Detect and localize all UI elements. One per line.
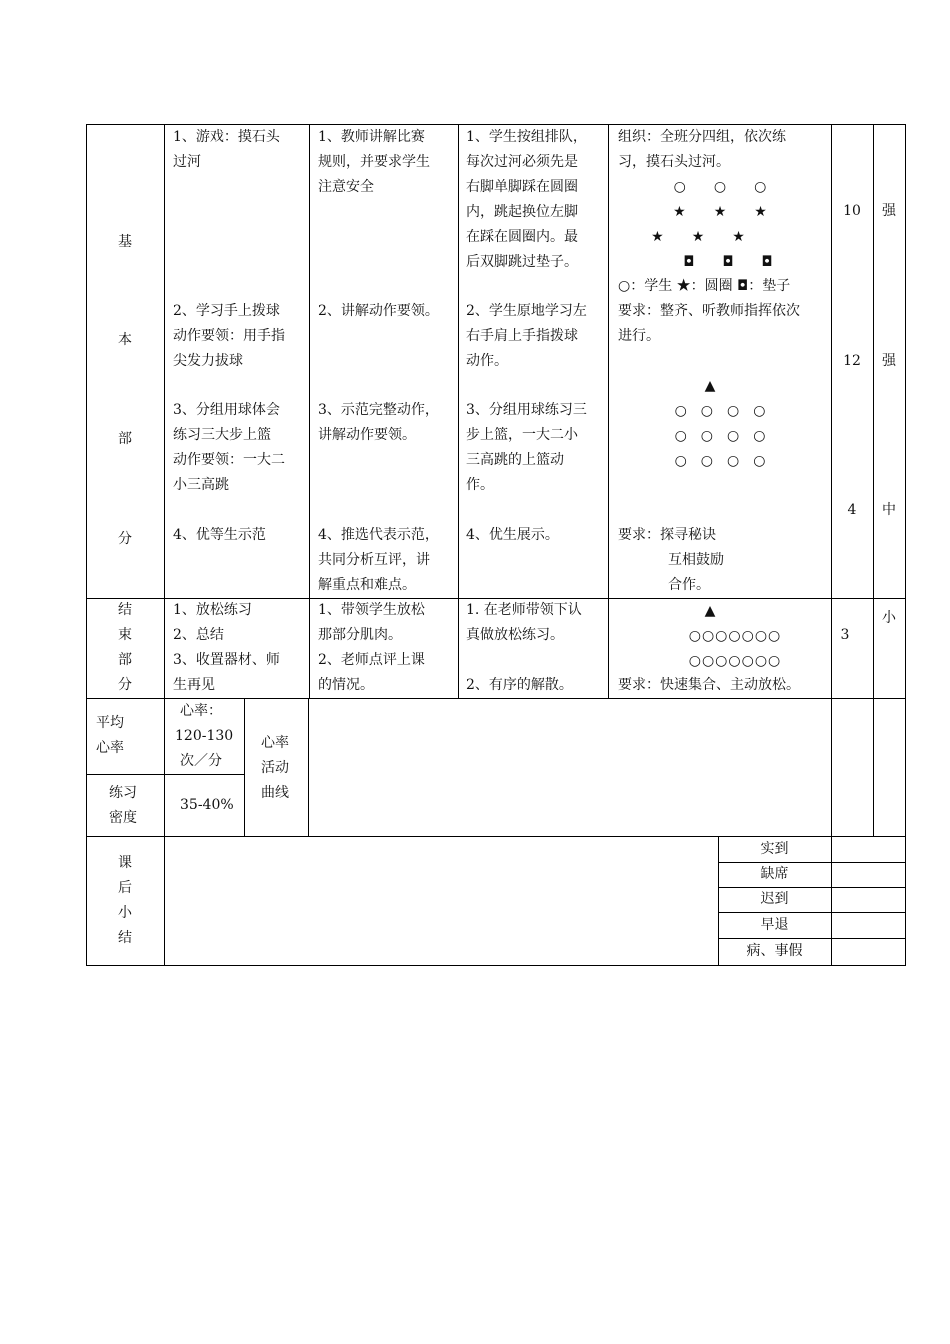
time-value: 3	[840, 627, 850, 643]
avg-hr-label: 心率	[96, 740, 124, 756]
student-line: 2、学生原地学习左	[466, 303, 587, 319]
student-line: 4、优生展示。	[466, 527, 559, 543]
student-circle-icon: ○ ○ ○	[673, 179, 767, 195]
hr-value: 120-130	[175, 728, 234, 744]
org-requirement: 互相鼓励	[668, 552, 724, 568]
student-line: 动作。	[466, 353, 508, 369]
content-line: 过河	[173, 154, 201, 170]
org-requirement: 要求：快速集合、主动放松。	[618, 677, 800, 693]
content-line: 2、学习手上拨球	[173, 303, 280, 319]
intensity-value: 强	[882, 353, 896, 369]
student-row-icon: ○○○○○○○	[688, 628, 782, 644]
summary-char: 课	[118, 855, 132, 871]
student-row-icon: ○ ○ ○ ○	[674, 403, 766, 419]
student-line: 2、有序的解散。	[466, 677, 573, 693]
density-value: 35-40%	[180, 797, 234, 813]
content-line: 2、总结	[173, 627, 224, 643]
content-line: 1、游戏：摸石头	[173, 129, 280, 145]
student-line: 作。	[466, 477, 494, 493]
content-line: 4、优等生示范	[173, 527, 266, 543]
diagram-legend: ○：学生 ★：圆圈 ◘：垫子	[618, 278, 791, 294]
hoop-star-icon: ★ ★ ★	[651, 229, 745, 245]
student-line: 每次过河必须先是	[466, 154, 578, 170]
summary-char: 结	[118, 930, 132, 946]
hr-value: 心率：	[180, 703, 222, 719]
teacher-line: 4、推选代表示范，	[318, 527, 439, 543]
content-line: 生再见	[173, 677, 215, 693]
student-line: 真做放松练习。	[466, 627, 564, 643]
density-label: 练习	[109, 785, 137, 801]
section-char: 分	[118, 531, 132, 547]
teacher-triangle-icon: ▲	[704, 378, 716, 394]
student-line: 3、分组用球练习三	[466, 402, 587, 418]
time-value: 4	[847, 502, 857, 518]
student-row-icon: ○○○○○○○	[688, 653, 782, 669]
org-line: 组织：全班分四组，依次练	[618, 129, 786, 145]
attendance-label: 病、事假	[746, 943, 803, 959]
attendance-label: 实到	[760, 841, 789, 857]
content-line: 3、分组用球体会	[173, 402, 280, 418]
attendance-label: 早退	[760, 917, 789, 933]
content-line: 1、放松练习	[173, 602, 252, 618]
curve-label: 曲线	[261, 785, 289, 801]
teacher-line: 2、讲解动作要领。	[318, 303, 439, 319]
student-line: 右手肩上手指拨球	[466, 328, 578, 344]
section-char: 分	[118, 677, 132, 693]
avg-hr-label: 平均	[96, 715, 124, 731]
org-requirement: 要求：整齐、听教师指挥依次	[618, 303, 800, 319]
content-line: 小三高跳	[173, 477, 229, 493]
density-label: 密度	[109, 810, 137, 826]
student-line: 后双脚跳过垫子。	[466, 254, 578, 270]
attendance-label: 迟到	[760, 891, 789, 907]
summary-char: 后	[118, 880, 132, 896]
hoop-star-icon: ★ ★ ★	[673, 204, 767, 220]
section-char: 本	[118, 332, 132, 348]
teacher-line: 解重点和难点。	[318, 577, 416, 593]
time-value: 10	[843, 203, 861, 219]
teacher-line: 2、老师点评上课	[318, 652, 425, 668]
intensity-value: 小	[882, 610, 896, 626]
section-char: 部	[118, 431, 132, 447]
time-value: 12	[843, 353, 861, 369]
teacher-line: 的情况。	[318, 677, 374, 693]
org-line: 习，摸石头过河。	[618, 154, 730, 170]
teacher-line: 3、示范完整动作，	[318, 402, 439, 418]
student-row-icon: ○ ○ ○ ○	[674, 453, 766, 469]
content-line: 尖发力拔球	[173, 353, 243, 369]
student-line: 内，跳起换位左脚	[466, 204, 578, 220]
content-line: 练习三大步上篮	[173, 427, 271, 443]
section-char: 束	[118, 627, 132, 643]
teacher-line: 注意安全	[318, 179, 374, 195]
student-line: 1、学生按组排队，	[466, 129, 587, 145]
content-line: 动作要领：用手指	[173, 328, 285, 344]
summary-char: 小	[118, 905, 132, 921]
intensity-value: 中	[882, 502, 896, 518]
teacher-line: 1、教师讲解比赛	[318, 129, 425, 145]
teacher-line: 1、带领学生放松	[318, 602, 425, 618]
mat-icon: ◘ ◘ ◘	[683, 254, 773, 270]
org-requirement: 要求：探寻秘诀	[618, 527, 716, 543]
student-line: 在踩在圆圈内。最	[466, 229, 578, 245]
teacher-line: 规则，并要求学生	[318, 154, 430, 170]
section-char: 结	[118, 602, 132, 618]
org-requirement: 合作。	[668, 577, 710, 593]
attendance-label: 缺席	[760, 866, 789, 882]
student-line: 步上篮，一大二小	[466, 427, 578, 443]
intensity-value: 强	[882, 203, 896, 219]
section-char: 基	[118, 234, 132, 250]
teacher-triangle-icon: ▲	[704, 603, 716, 619]
curve-label: 心率	[261, 735, 289, 751]
content-line: 3、收置器材、师	[173, 652, 280, 668]
student-row-icon: ○ ○ ○ ○	[674, 428, 766, 444]
teacher-line: 共同分析互评，讲	[318, 552, 430, 568]
student-line: 右脚单脚踩在圆圈	[466, 179, 578, 195]
org-requirement: 进行。	[618, 328, 660, 344]
content-line: 动作要领：一大二	[173, 452, 285, 468]
teacher-line: 那部分肌肉。	[318, 627, 402, 643]
hr-value: 次／分	[180, 753, 222, 769]
curve-label: 活动	[261, 760, 289, 776]
section-char: 部	[118, 652, 132, 668]
student-line: 1. 在老师带领下认	[466, 602, 582, 618]
student-line: 三高跳的上篮动	[466, 452, 564, 468]
teacher-line: 讲解动作要领。	[318, 427, 416, 443]
